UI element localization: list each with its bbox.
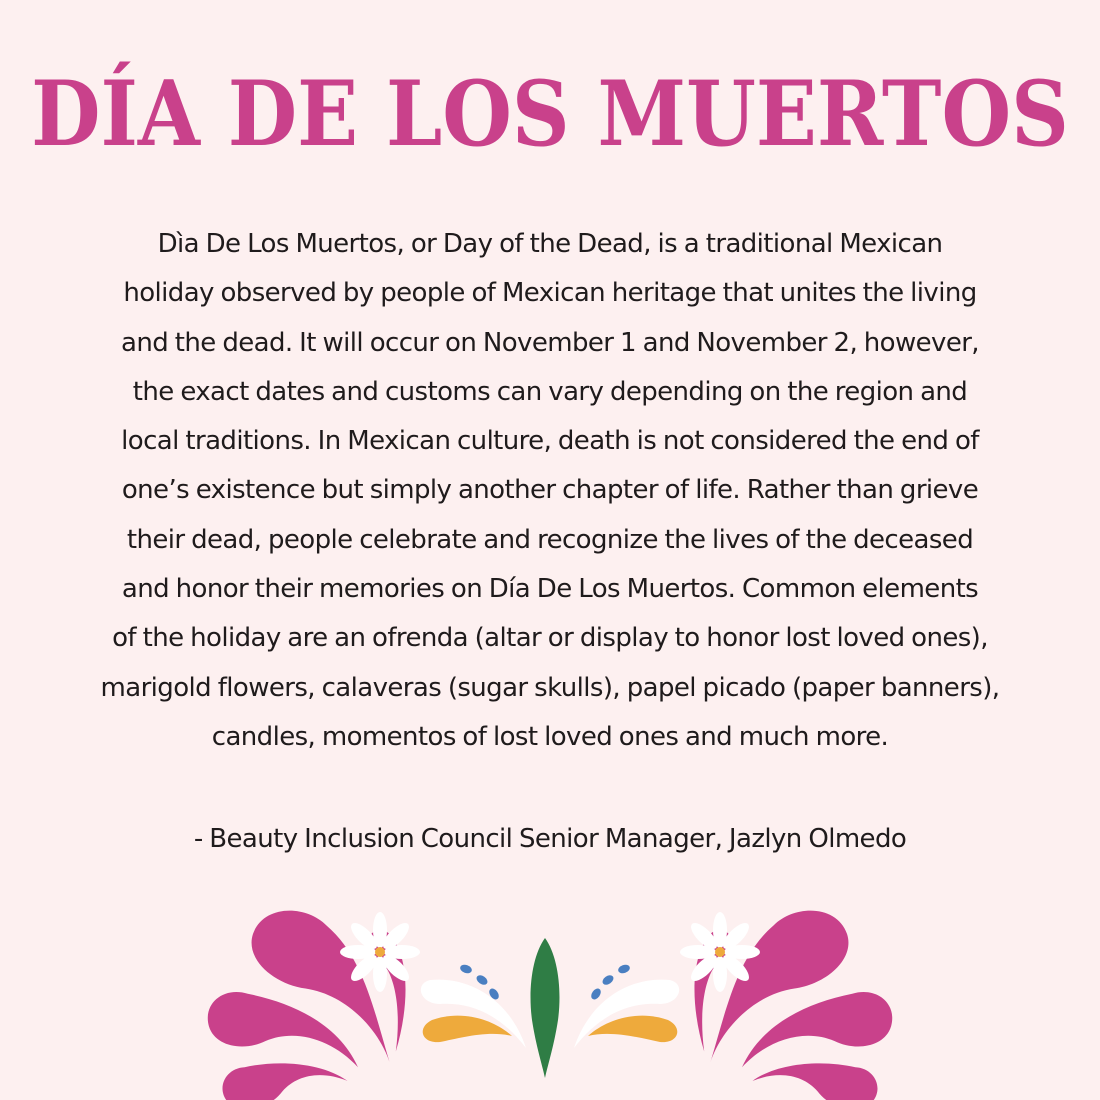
description-line: their dead, people celebrate and recognize the lives of the deceased [126,524,974,555]
green-leaf-icon [531,938,560,1078]
description-line: and the dead. It will occur on November 1 and November 2, however, [121,327,979,358]
description-line: marigold flowers, calaveras (sugar skulls), papel picado (paper banners), [100,672,1000,703]
attribution-line: - Beauty Inclusion Council Senior Manager, Jazlyn Olmedo [193,824,907,854]
page-title: DÍA DE LOS MUERTOS [31,60,1069,167]
description-line: candles, momentos of lost loved ones and much more. [211,721,889,752]
description-line: local traditions. In Mexican culture, death is not considered the end of [121,426,979,457]
floral-ornament [0,880,1100,1100]
white-daisy-icon [340,912,420,992]
description-line: of the holiday are an ofrenda (altar or display to honor lost loved ones), [112,623,988,654]
description-line: and honor their memories on Día De Los Muertos. Common elements [121,574,979,605]
description-line: Dìa De Los Muertos, or Day of the Dead, is a traditional Mexican [157,229,943,259]
description-line: one’s existence but simply another chapter of life. Rather than grieve [121,475,979,506]
description-line: holiday observed by people of Mexican heritage that unites the living [123,278,977,309]
description-line: the exact dates and customs can vary depending on the region and [132,376,968,407]
description-paragraph [40,220,1060,762]
white-daisy-icon [680,912,760,992]
